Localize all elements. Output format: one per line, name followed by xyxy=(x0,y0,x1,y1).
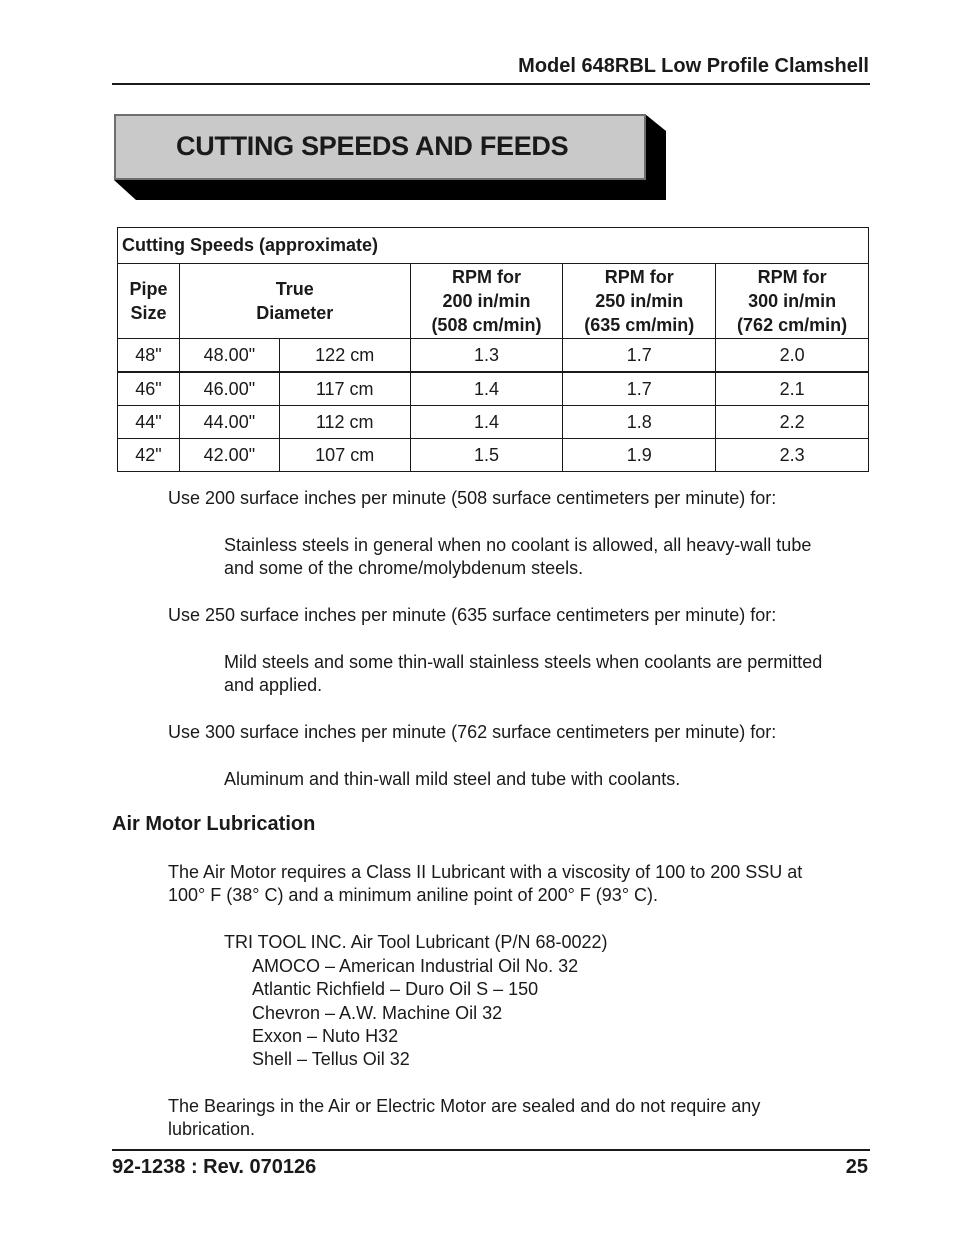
header-true-diameter-line2: Diameter xyxy=(256,303,334,323)
header-rpm-300-line2: 300 in/min xyxy=(748,291,837,311)
header-rpm-200-line2: 200 in/min xyxy=(442,291,531,311)
cell-rpm-250: 1.7 xyxy=(563,339,716,373)
note-use-250-detail-line2: and applied. xyxy=(224,675,323,695)
note-use-300-detail: Aluminum and thin-wall mild steel and tube with coolants. xyxy=(224,769,681,789)
lubricant-item: Chevron – A.W. Machine Oil 32 xyxy=(252,1003,503,1023)
cell-rpm-300: 2.0 xyxy=(716,339,869,373)
cell-rpm-200: 1.4 xyxy=(410,372,563,406)
section-title: CUTTING SPEEDS AND FEEDS xyxy=(176,131,569,161)
header-pipe-size xyxy=(118,264,180,339)
header-true-diameter-line1: True xyxy=(275,279,314,299)
header-rpm-300 xyxy=(716,264,869,339)
cutting-speeds-table xyxy=(117,227,869,472)
cell-rpm-200: 1.4 xyxy=(410,406,563,439)
cell-rpm-200: 1.5 xyxy=(410,439,563,472)
cell-diameter-cm: 112 cm xyxy=(279,406,410,439)
cell-rpm-300: 2.2 xyxy=(716,406,869,439)
cell-diameter-in: 46.00" xyxy=(179,372,279,406)
note-use-300: Use 300 surface inches per minute (762 surface centimeters per minute) for: xyxy=(168,722,777,742)
header-rpm-250-line3: (635 cm/min) xyxy=(584,315,695,335)
cell-rpm-250: 1.8 xyxy=(563,406,716,439)
header-rpm-250-line2: 250 in/min xyxy=(595,291,684,311)
cell-rpm-200: 1.3 xyxy=(410,339,563,373)
table-row xyxy=(118,372,869,406)
lubricant-item: Atlantic Richfield – Duro Oil S – 150 xyxy=(252,979,539,999)
table-row xyxy=(118,339,869,373)
note-use-250: Use 250 surface inches per minute (635 surface centimeters per minute) for: xyxy=(168,605,777,625)
air-motor-paragraph-line2: 100° F (38° C) and a minimum aniline point of 200° F (93° C). xyxy=(168,885,659,905)
lubricant-item: Shell – Tellus Oil 32 xyxy=(252,1049,410,1069)
header-rpm-200-line1: RPM for xyxy=(451,267,521,287)
lubricant-item: Exxon – Nuto H32 xyxy=(252,1026,399,1046)
cell-pipe-size: 44" xyxy=(118,406,180,439)
bearings-note-line2: lubrication. xyxy=(168,1119,256,1139)
note-use-200-detail-line2: and some of the chrome/molybdenum steels. xyxy=(224,558,584,578)
bearings-note-line1: The Bearings in the Air or Electric Motor are sealed and do not require any xyxy=(168,1096,761,1116)
air-motor-paragraph-line1: The Air Motor requires a Class II Lubricant with a viscosity of 100 to 200 SSU at xyxy=(168,862,803,882)
air-motor-heading: Air Motor Lubrication xyxy=(112,813,316,835)
table-header-row xyxy=(118,264,869,339)
cell-pipe-size: 48" xyxy=(118,339,180,373)
cell-diameter-cm: 117 cm xyxy=(279,372,410,406)
header-divider xyxy=(112,83,870,85)
note-use-250-detail-line1: Mild steels and some thin-wall stainless steels when coolants are permitted xyxy=(224,652,823,672)
cell-rpm-300: 2.1 xyxy=(716,372,869,406)
cell-rpm-250: 1.7 xyxy=(563,372,716,406)
header-rpm-300-line1: RPM for xyxy=(757,267,827,287)
cell-diameter-cm: 122 cm xyxy=(279,339,410,373)
lubricant-item: AMOCO – American Industrial Oil No. 32 xyxy=(252,956,579,976)
header-true-diameter xyxy=(179,264,410,339)
cell-rpm-300: 2.3 xyxy=(716,439,869,472)
cell-diameter-in: 44.00" xyxy=(179,406,279,439)
table-caption-row xyxy=(118,228,869,264)
cell-pipe-size: 46" xyxy=(118,372,180,406)
header-pipe-size-line2: Size xyxy=(130,303,167,323)
cell-diameter-in: 48.00" xyxy=(179,339,279,373)
table-row xyxy=(118,439,869,472)
header-rpm-250-line1: RPM for xyxy=(604,267,674,287)
header-rpm-300-line3: (762 cm/min) xyxy=(737,315,848,335)
header-rpm-200-line3: (508 cm/min) xyxy=(431,315,542,335)
cell-diameter-cm: 107 cm xyxy=(279,439,410,472)
header-pipe-size-line1: Pipe xyxy=(129,279,168,299)
lubricant-main: TRI TOOL INC. Air Tool Lubricant (P/N 68-0022) xyxy=(224,932,608,952)
cell-diameter-in: 42.00" xyxy=(179,439,279,472)
page-number: 25 xyxy=(845,1156,868,1178)
table-caption: Cutting Speeds (approximate) xyxy=(118,228,869,264)
table-row xyxy=(118,406,869,439)
note-use-200: Use 200 surface inches per minute (508 surface centimeters per minute) for: xyxy=(168,488,777,508)
document-header-title: Model 648RBL Low Profile Clamshell xyxy=(518,55,869,77)
header-rpm-250 xyxy=(563,264,716,339)
document-number: 92-1238 : Rev. 070126 xyxy=(112,1156,317,1178)
cell-rpm-250: 1.9 xyxy=(563,439,716,472)
footer-divider xyxy=(112,1149,870,1151)
note-use-200-detail-line1: Stainless steels in general when no coolant is allowed, all heavy-wall tube xyxy=(224,535,812,555)
cell-pipe-size: 42" xyxy=(118,439,180,472)
header-rpm-200 xyxy=(410,264,563,339)
